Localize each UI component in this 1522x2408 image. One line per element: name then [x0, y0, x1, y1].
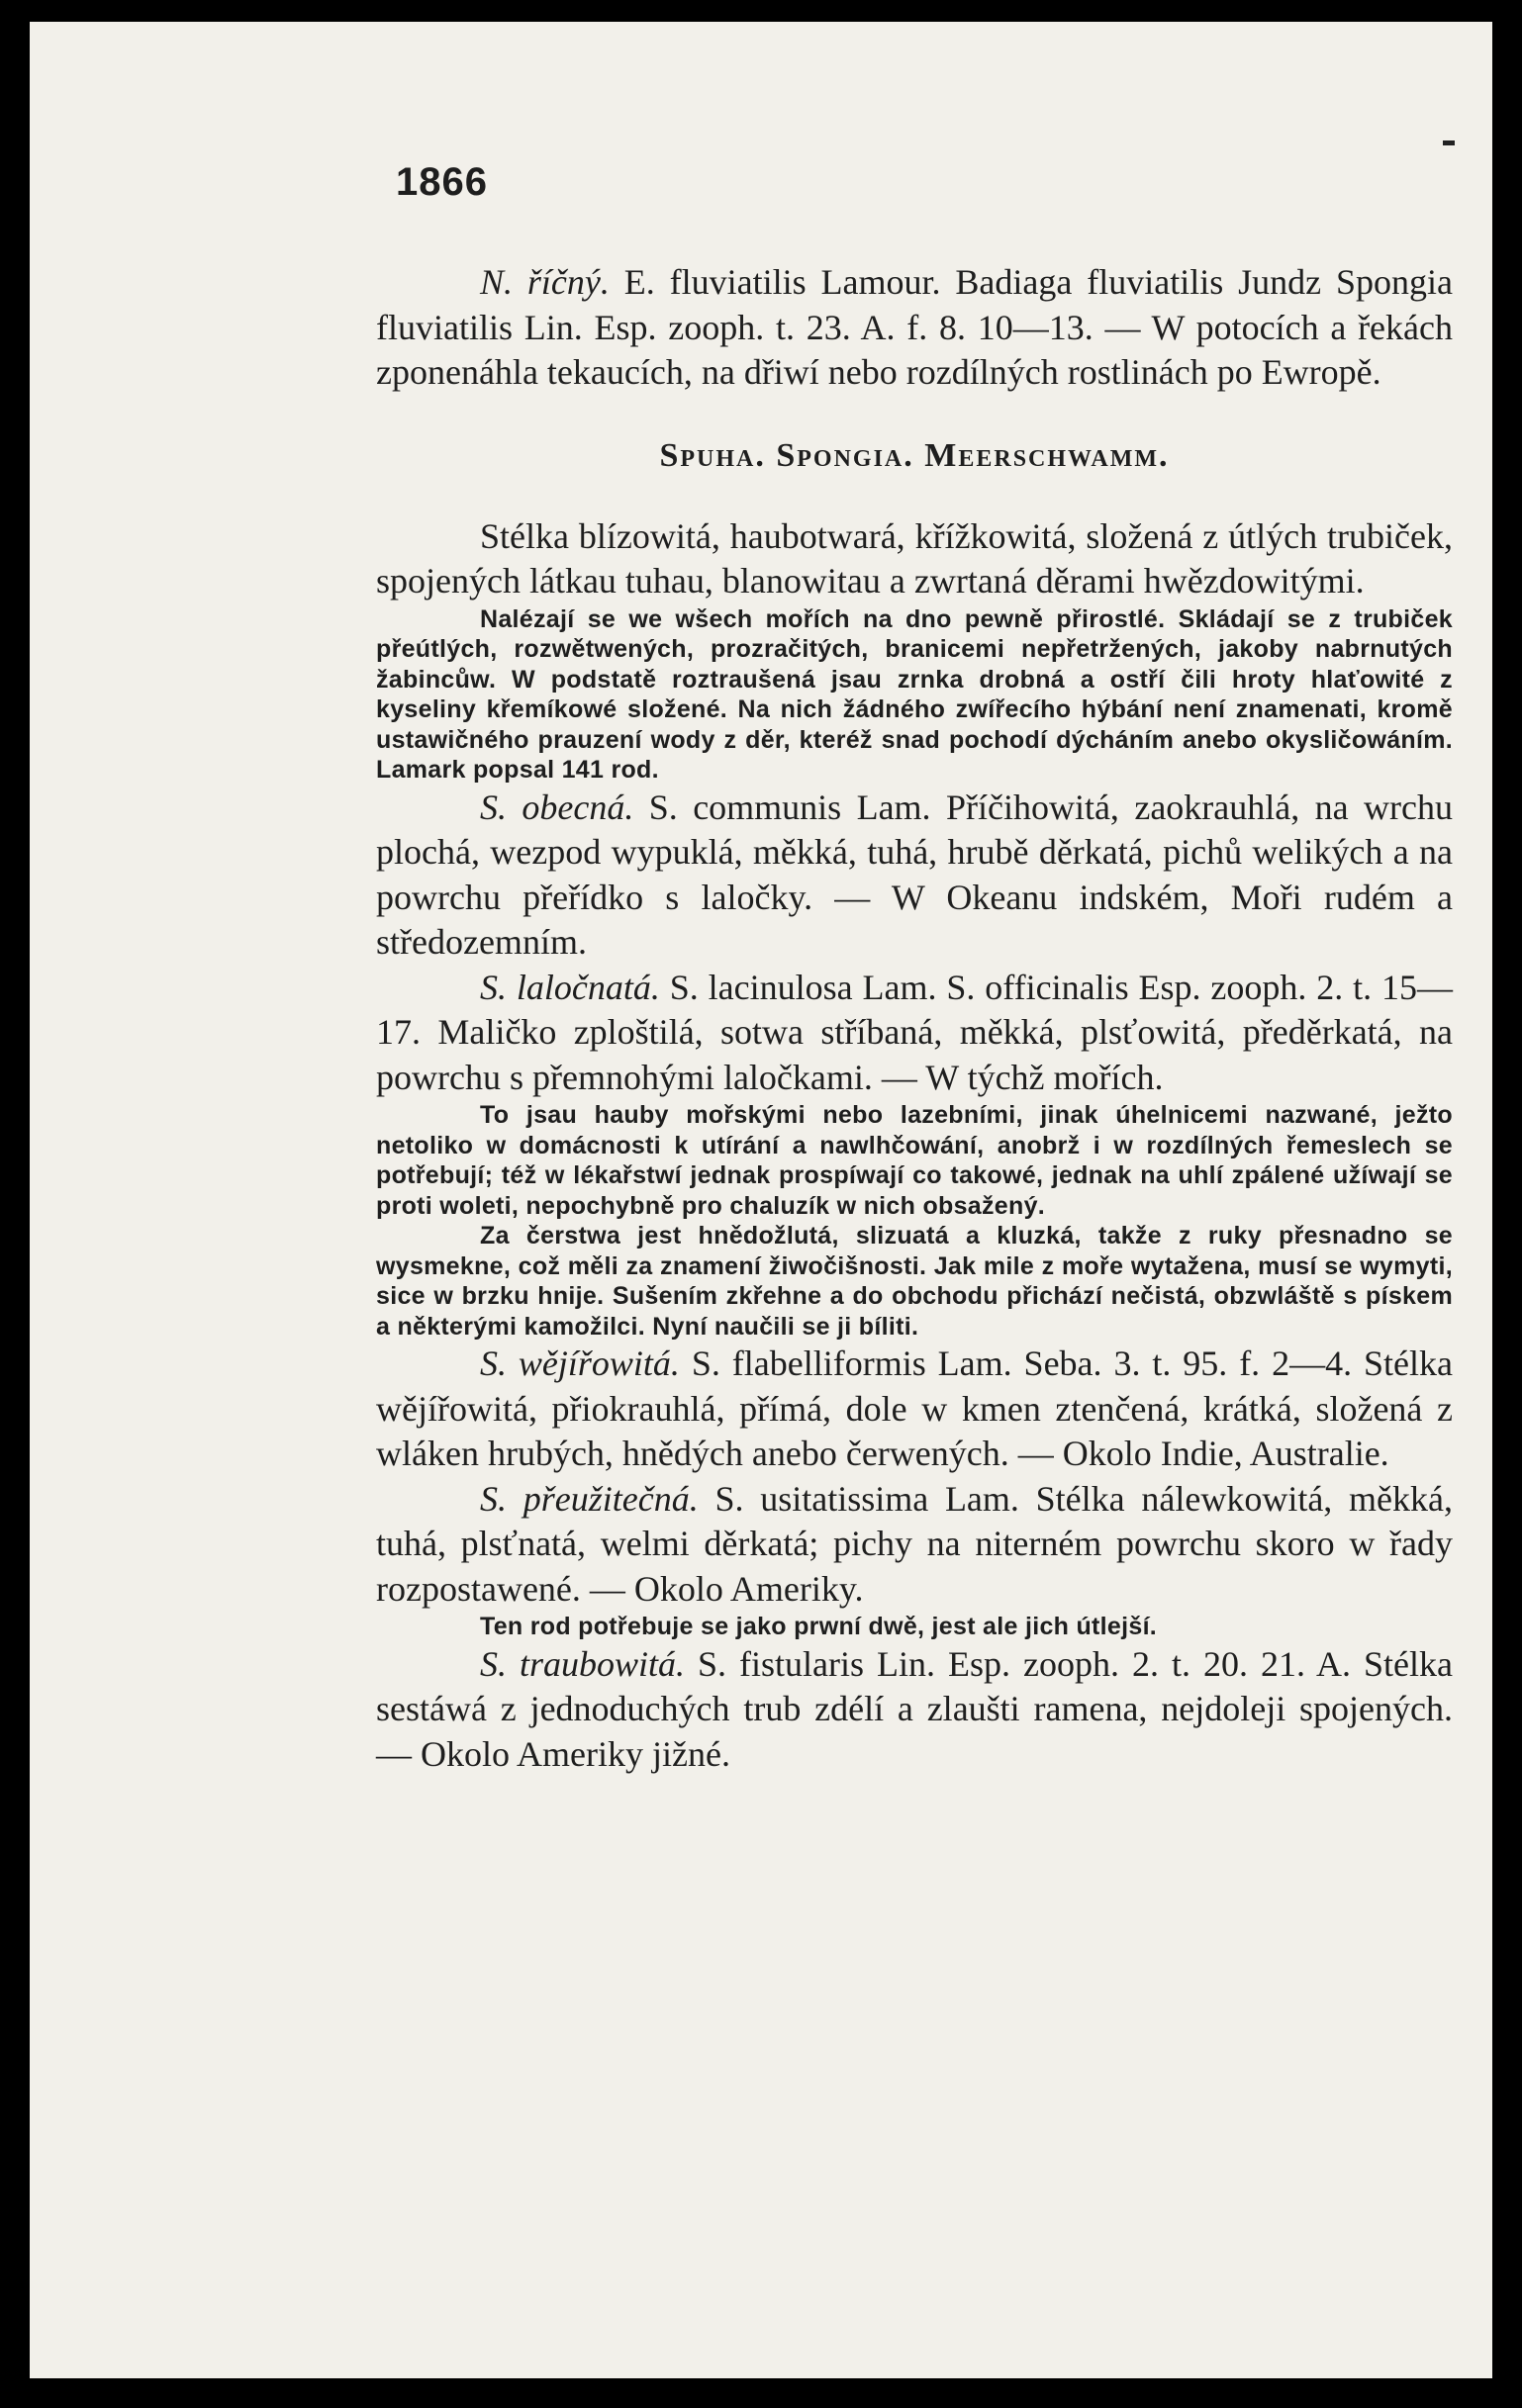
species-text: S. lacinulosa Lam. S. officinalis Esp. zooph. 2. t. 15—17. Maličko zploštilá, sotwa stříbaná, měkká, plsťowitá, předěrkatá, na powrchu s přemnohými laločkami. — W týchž mořích. — [376, 967, 1454, 1097]
note-sponge-fresh: Za čerstwa jest hnědožlutá, slizuatá a kluzká, takže z ruky přesnadno se wysmekne, což měli za znamení žiwočišnosti. Jak mile z moře wytažena, musí se wymyti, sice w brzku hnije. Sušením zkřehne a do obchodu přichází nečistá, obzwláště s pískem a některými kamožilci. Nyní naučili se ji bíliti. — [376, 1222, 1453, 1341]
species-name: S. wějířowitá. — [480, 1343, 680, 1383]
genus-description: Stélka blízowitá, haubotwará, křížkowitá, složená z útlých trubiček, spojených látkau tuhau, blanowitau a zwrtaná děrami hwězdowitými. — [376, 515, 1453, 601]
note-sponge-use: To jsau hauby mořskými nebo lazebními, jinak úhelnicemi nazwané, ježto netoliko w domácnosti k utírání a nawlhčowání, anobrž i w rozdílných řemeslech se potřebují; též w lékařstwí jednak prospíwají co takowé, jednak na uhlí zpálené užíwají se proti woleti, nepochybně pro chaluzík w nich obsažený. — [376, 1101, 1453, 1220]
page-content — [376, 160, 1453, 1777]
species-entry-obecna — [376, 786, 1453, 966]
genus-note: Nalézají se we wšech mořích na dno pewně přirostlé. Skládají se z trubiček přeútlých, rozwětwených, prozračitých, branicemi nepřetržených, jakoby nabrnutých žabincůw. W podstatě roztraušená jsau zrnka drobná a ostří čili hroty hlaťowité z kyseliny křemíkowé složené. Na nich žádného zwířecího hýbání není znamenati, kromě ustawičného prauzení wody z děr, kteréž snad pochodí dýcháním anebo okysličowáním. Lamark popsal 141 rod. — [376, 604, 1453, 784]
page-number: 1866 — [396, 160, 488, 204]
species-name: S. laločnatá. — [480, 967, 660, 1007]
species-text: S. communis Lam. Příčihowitá, zaokrauhlá, na wrchu plochá, wezpod wypuklá, měkká, tuhá, hrubě děrkatá, pichů welikých a na powrchu přeřídko s laločky. — W Okeanu indském, Moři rudém a středozemním. — [376, 787, 1453, 962]
species-text: S. flabelliformis Lam. Seba. 3. t. 95. f. 2—4. Stélka wějířowitá, přiokrauhlá, přímá, dole w kmen ztenčená, krátká, složená z wláken hrubých, hnědých anebo čerwených. — Okolo Indie, Australie. — [376, 1343, 1453, 1473]
species-name: S. traubowitá. — [480, 1643, 686, 1684]
species-text: S. usitatissima Lam. Stélka nálewkowitá, měkká, tuhá, plsťnatá, welmi děrkatá; pichy na niterném powrchu skoro w řady rozpostawené. — Okolo Ameriky. — [376, 1478, 1454, 1609]
species-name: S. obecná. — [480, 787, 634, 827]
species-entry-lalocnata — [376, 966, 1453, 1101]
species-entry-traubowita — [376, 1642, 1453, 1778]
note-after-uzitecna: Ten rod potřebuje se jako prwní dwě, jest ale jich útlejší. — [480, 1613, 1158, 1640]
species-name: S. přeužitečná. — [480, 1478, 699, 1519]
book-page — [30, 22, 1496, 2378]
species-text: S. fistularis Lin. Esp. zooph. 2. t. 20. 21. A. Stélka sestáwá z jednoduchých trub zdélí a zlaušti ramena, nejdoleji spojených. — Okolo Ameriky jižné. — [376, 1643, 1453, 1774]
species-entry-preuzitecna — [376, 1477, 1453, 1613]
entry-badiaga-text: E. fluviatilis Lamour. Badiaga fluviatilis Jundz Spongia fluviatilis Lin. Esp. zooph. t. 23. A. f. 8. 10—13. — W potocích a řekách zponenáhla tekaucích, na dřiwí nebo rozdílných rostlinách po Ewropě. — [376, 262, 1453, 392]
scan-edge — [1492, 0, 1522, 2408]
species-entry-wejirowita — [376, 1342, 1453, 1477]
genus-heading: Spuha. Spongia. Meerschwamm. — [659, 436, 1170, 474]
corner-mark — [1443, 140, 1455, 145]
entry-badiaga — [376, 260, 1453, 396]
entry-badiaga-lead: N. říčný. — [480, 262, 610, 302]
